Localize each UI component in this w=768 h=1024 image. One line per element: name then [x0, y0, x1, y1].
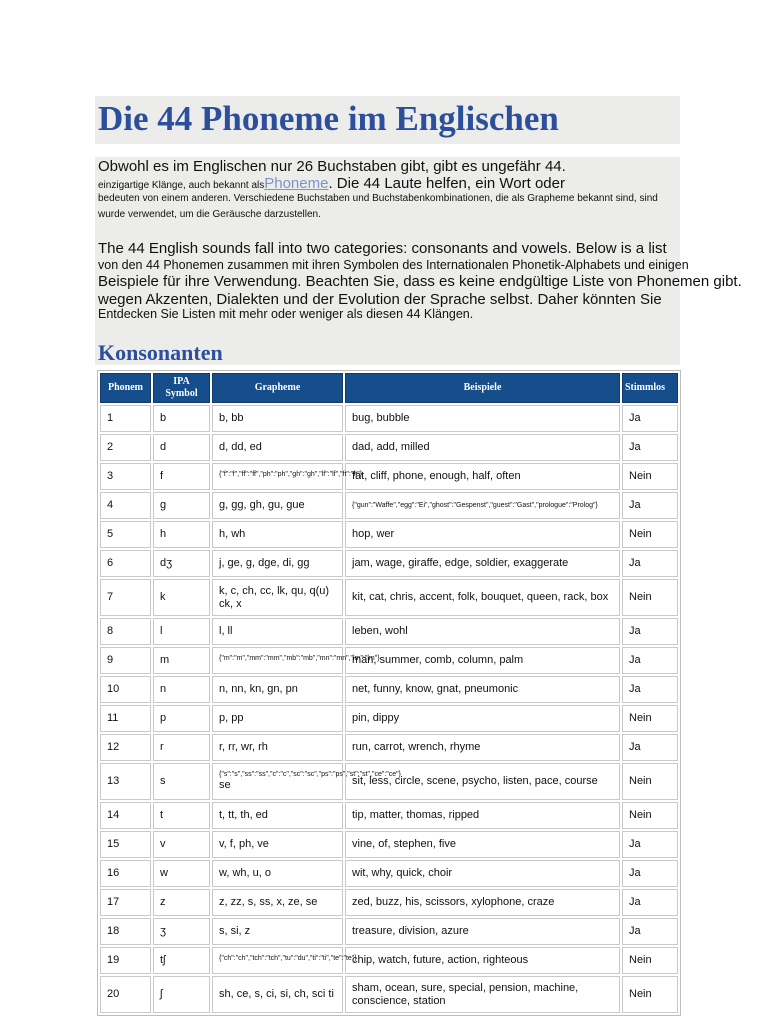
- phoneme-link[interactable]: Phoneme: [264, 175, 329, 192]
- ipa-symbol: s: [153, 763, 210, 800]
- ipa-symbol: r: [153, 734, 210, 761]
- voiceless-flag: Ja: [622, 434, 678, 461]
- phonem-number: 14: [100, 802, 151, 829]
- examples: {"gun":"Waffe","egg":"Ei","ghost":"Gespenst","guest":"Gast","prologue":"Prolog"}: [352, 501, 598, 509]
- intro-line-7: Beispiele für ihre Verwendung. Beachten Sie, dass es keine endgültige Liste von Phonemen gibt.: [98, 273, 742, 290]
- examples: sham, ocean, sure, special, pension, machine, conscience, station: [345, 976, 620, 1013]
- phonem-number: 18: [100, 918, 151, 945]
- graphemes: j, ge, g, dge, di, gg: [212, 550, 343, 577]
- graphemes-cell: [212, 463, 363, 490]
- graphemes: w, wh, u, o: [212, 860, 343, 887]
- graphemes: d, dd, ed: [212, 434, 343, 461]
- phonem-number: 15: [100, 831, 151, 858]
- graphemes: z, zz, s, ss, x, ze, se: [212, 889, 343, 916]
- voiceless-flag: Nein: [622, 947, 678, 974]
- ipa-symbol: g: [153, 492, 210, 519]
- ipa-symbol: m: [153, 647, 210, 674]
- table-row: [100, 918, 678, 945]
- intro-line-4: wurde verwendet, um die Geräusche darzustellen.: [98, 209, 321, 220]
- examples-cell: [345, 492, 620, 519]
- voiceless-flag: Nein: [622, 521, 678, 548]
- voiceless-flag: Ja: [622, 492, 678, 519]
- examples: man, summer, comb, column, palm: [345, 647, 620, 674]
- ipa-symbol: h: [153, 521, 210, 548]
- graphemes: s, si, z: [212, 918, 343, 945]
- table-row: [100, 618, 678, 645]
- voiceless-flag: Nein: [622, 705, 678, 732]
- graphemes: k, c, ch, cc, lk, qu, q(u) ck, x: [212, 579, 343, 616]
- examples: treasure, division, azure: [345, 918, 620, 945]
- voiceless-flag: Ja: [622, 860, 678, 887]
- graphemes: {"m":"m","mm":"mm","mb":"mb","mn":"mn","lm":"lm"}: [219, 655, 380, 662]
- examples: tip, matter, thomas, ripped: [345, 802, 620, 829]
- graphemes: n, nn, kn, gn, pn: [212, 676, 343, 703]
- ipa-symbol: ʃ: [153, 976, 210, 1013]
- examples: vine, of, stephen, five: [345, 831, 620, 858]
- ipa-symbol: d: [153, 434, 210, 461]
- graphemes: v, f, ph, ve: [212, 831, 343, 858]
- phonem-number: 17: [100, 889, 151, 916]
- table-row: [100, 579, 678, 616]
- graphemes: {"f":"f","ff":"ff","ph":"ph","gh":"gh","lf":"lf","ft":"ft"}: [219, 471, 363, 478]
- phonem-number: 16: [100, 860, 151, 887]
- ipa-symbol: f: [153, 463, 210, 490]
- ipa-symbol: n: [153, 676, 210, 703]
- voiceless-flag: Ja: [622, 647, 678, 674]
- graphemes-cell: [212, 763, 401, 800]
- ipa-symbol: v: [153, 831, 210, 858]
- graphemes: l, ll: [212, 618, 343, 645]
- voiceless-flag: Ja: [622, 550, 678, 577]
- intro-line-5: The 44 English sounds fall into two categories: consonants and vowels. Below is a list: [98, 240, 667, 257]
- table-row: [100, 521, 678, 548]
- graphemes: {"ch":"ch","tch":"tch","tu":"du","ti":"ti","te":"te"}: [219, 955, 357, 962]
- examples: pin, dippy: [345, 705, 620, 732]
- header-grapheme: Grapheme: [212, 373, 343, 403]
- voiceless-flag: Ja: [622, 831, 678, 858]
- table-row: [100, 492, 678, 519]
- table-row: [100, 734, 678, 761]
- table-row: [100, 947, 678, 974]
- graphemes-cell: [212, 947, 357, 974]
- header-beispiele: Beispiele: [345, 373, 620, 403]
- ipa-symbol: dʒ: [153, 550, 210, 577]
- examples: wit, why, quick, choir: [345, 860, 620, 887]
- phonem-number: 6: [100, 550, 151, 577]
- examples: dad, add, milled: [345, 434, 620, 461]
- examples: fat, cliff, phone, enough, half, often: [345, 463, 620, 490]
- intro-line-1: Obwohl es im Englischen nur 26 Buchstaben gibt, gibt es ungefähr 44.: [98, 158, 566, 175]
- intro-line-2-end: . Die 44 Laute helfen, ein Wort oder: [328, 175, 565, 192]
- phonem-number: 19: [100, 947, 151, 974]
- intro-line-2: [98, 175, 565, 193]
- ipa-symbol: tʃ: [153, 947, 210, 974]
- ipa-symbol: w: [153, 860, 210, 887]
- intro-line-6: von den 44 Phonemen zusammen mit ihren Symbolen des Internationalen Phonetik-Alphabets und einigen: [98, 258, 689, 272]
- graphemes: se: [219, 779, 231, 791]
- table-row: [100, 434, 678, 461]
- examples: chip, watch, future, action, righteous: [345, 947, 620, 974]
- header-ipa: IPA: [173, 376, 190, 387]
- intro-line-8: wegen Akzenten, Dialekten und der Evolution der Sprache selbst. Daher könnten Sie: [98, 291, 662, 308]
- graphemes-cell: [212, 647, 380, 674]
- examples: kit, cat, chris, accent, folk, bouquet, queen, rack, box: [345, 579, 620, 616]
- voiceless-flag: Nein: [622, 802, 678, 829]
- intro-line-2-start: einzigartige Klänge, auch bekannt als: [98, 180, 265, 191]
- graphemes: g, gg, gh, gu, gue: [212, 492, 343, 519]
- examples: hop, wer: [345, 521, 620, 548]
- phoneme-table: [97, 370, 681, 1016]
- header-ipa-symbol: [153, 373, 210, 403]
- phonem-number: 4: [100, 492, 151, 519]
- examples: bug, bubble: [345, 405, 620, 432]
- phonem-number: 3: [100, 463, 151, 490]
- header-phonem: Phonem: [100, 373, 151, 403]
- phonem-number: 7: [100, 579, 151, 616]
- table-row: [100, 802, 678, 829]
- table-row: [100, 763, 678, 800]
- header-symbol: Symbol: [165, 388, 198, 399]
- voiceless-flag: Ja: [622, 734, 678, 761]
- table-row: [100, 860, 678, 887]
- examples: zed, buzz, his, scissors, xylophone, craze: [345, 889, 620, 916]
- examples: jam, wage, giraffe, edge, soldier, exaggerate: [345, 550, 620, 577]
- section-heading-konsonanten: Konsonanten: [98, 340, 223, 365]
- table-row: [100, 647, 678, 674]
- table-row: [100, 705, 678, 732]
- graphemes: t, tt, th, ed: [212, 802, 343, 829]
- phonem-number: 5: [100, 521, 151, 548]
- phonem-number: 10: [100, 676, 151, 703]
- examples: sit, less, circle, scene, psycho, listen, pace, course: [345, 763, 620, 800]
- ipa-symbol: p: [153, 705, 210, 732]
- voiceless-flag: Nein: [622, 463, 678, 490]
- voiceless-flag: Ja: [622, 676, 678, 703]
- table-row: [100, 976, 678, 1013]
- examples: leben, wohl: [345, 618, 620, 645]
- ipa-symbol: k: [153, 579, 210, 616]
- ipa-symbol: t: [153, 802, 210, 829]
- ipa-symbol: b: [153, 405, 210, 432]
- intro-line-3: bedeuten von einem anderen. Verschiedene Buchstaben und Buchstabenkombinationen, die als Grapheme bekannt sind, sind: [98, 193, 658, 204]
- phonem-number: 2: [100, 434, 151, 461]
- voiceless-flag: Nein: [622, 579, 678, 616]
- table-row: [100, 831, 678, 858]
- header-stimmlos: Stimmlos: [622, 373, 678, 403]
- ipa-symbol: l: [153, 618, 210, 645]
- intro-line-9: Entdecken Sie Listen mit mehr oder weniger als diesen 44 Klängen.: [98, 307, 474, 321]
- graphemes: b, bb: [212, 405, 343, 432]
- voiceless-flag: Ja: [622, 918, 678, 945]
- graphemes: sh, ce, s, ci, si, ch, sci ti: [212, 976, 343, 1013]
- phonem-number: 11: [100, 705, 151, 732]
- graphemes-small: {"s":"s","ss":"ss","c":"c","sc":"sc","ps":"ps","st":"st","ce":"ce"}: [219, 771, 401, 778]
- graphemes: r, rr, wr, rh: [212, 734, 343, 761]
- phonem-number: 1: [100, 405, 151, 432]
- ipa-symbol: ʒ: [153, 918, 210, 945]
- examples: net, funny, know, gnat, pneumonic: [345, 676, 620, 703]
- phonem-number: 20: [100, 976, 151, 1013]
- voiceless-flag: Nein: [622, 763, 678, 800]
- voiceless-flag: Ja: [622, 618, 678, 645]
- graphemes: p, pp: [212, 705, 343, 732]
- examples: run, carrot, wrench, rhyme: [345, 734, 620, 761]
- voiceless-flag: Nein: [622, 976, 678, 1013]
- voiceless-flag: Ja: [622, 889, 678, 916]
- table-row: [100, 463, 678, 490]
- voiceless-flag: Ja: [622, 405, 678, 432]
- table-row: [100, 405, 678, 432]
- phonem-number: 8: [100, 618, 151, 645]
- graphemes: h, wh: [212, 521, 343, 548]
- phonem-number: 13: [100, 763, 151, 800]
- table-row: [100, 889, 678, 916]
- phonem-number: 9: [100, 647, 151, 674]
- phoneme-table-container: [97, 370, 677, 1024]
- page-title: Die 44 Phoneme im Englischen: [98, 99, 559, 138]
- phonem-number: 12: [100, 734, 151, 761]
- ipa-symbol: z: [153, 889, 210, 916]
- table-row: [100, 550, 678, 577]
- table-row: [100, 676, 678, 703]
